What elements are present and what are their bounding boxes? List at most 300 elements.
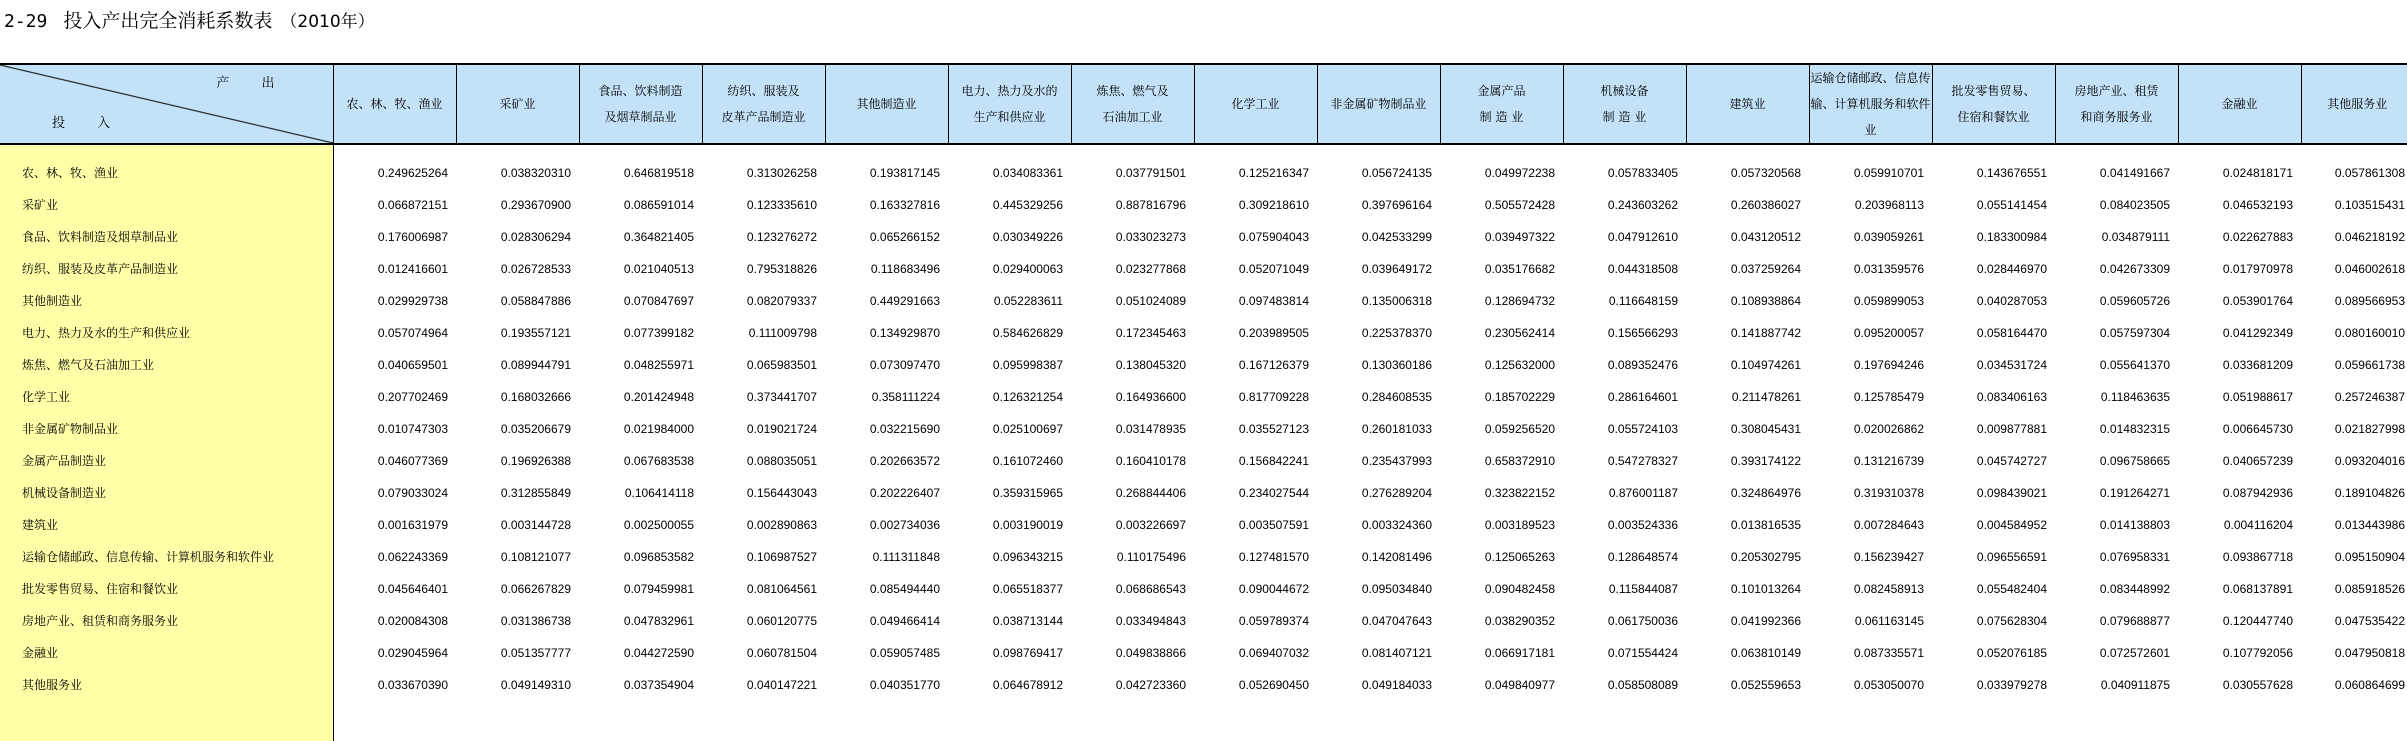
value-cell: 0.095034840 <box>1361 582 1432 596</box>
row-header: 批发零售贸易、住宿和餐饮业 <box>0 573 333 605</box>
value-cell: 0.028446970 <box>1976 262 2047 276</box>
value-cell: 0.203989505 <box>1238 326 1309 340</box>
value-cell: 0.057074964 <box>377 326 448 340</box>
value-cell: 0.038320310 <box>500 166 571 180</box>
value-cell: 0.033023273 <box>1115 230 1186 244</box>
value-cell: 0.101013264 <box>1730 582 1801 596</box>
value-cell: 0.059789374 <box>1238 614 1309 628</box>
table-row <box>0 477 2407 509</box>
value-cell: 0.039059261 <box>1853 230 1924 244</box>
value-cell: 0.061750036 <box>1607 614 1678 628</box>
value-cell: 0.021827998 <box>2334 422 2405 436</box>
value-cell: 0.020084308 <box>377 614 448 628</box>
value-cell: 0.001631979 <box>377 518 448 532</box>
value-cell: 0.085494440 <box>869 582 940 596</box>
column-header-line: 金融业 <box>2221 97 2258 111</box>
row-header: 运输仓储邮政、信息传输、计算机服务和软件业 <box>0 541 333 573</box>
value-cell: 0.083448992 <box>2099 582 2170 596</box>
value-cell: 0.057861308 <box>2334 166 2405 180</box>
value-cell: 0.029929738 <box>377 294 448 308</box>
value-cell: 0.037259264 <box>1730 262 1801 276</box>
value-cell: 0.042533299 <box>1361 230 1432 244</box>
value-cell: 0.014138803 <box>2099 518 2170 532</box>
value-cell: 0.312855849 <box>500 486 571 500</box>
value-cell: 0.034531724 <box>1976 358 2047 372</box>
value-cell: 0.324864976 <box>1730 486 1801 500</box>
value-cell: 0.010747303 <box>377 422 448 436</box>
value-cell: 0.313026258 <box>746 166 817 180</box>
column-header <box>2301 65 2407 144</box>
value-cell: 0.156443043 <box>746 486 817 500</box>
value-cell: 0.082079337 <box>746 294 817 308</box>
value-cell: 0.066872151 <box>377 198 448 212</box>
value-cell: 0.055141454 <box>1976 198 2047 212</box>
column-header <box>333 65 456 144</box>
value-cell: 0.359315965 <box>992 486 1063 500</box>
row-header: 其他制造业 <box>0 285 333 317</box>
column-header-line: 房地产业、租赁 <box>2074 84 2159 98</box>
value-cell: 0.276289204 <box>1361 486 1432 500</box>
column-header-line: 化学工业 <box>1231 97 1280 111</box>
value-cell: 0.079688877 <box>2099 614 2170 628</box>
value-cell: 0.191264271 <box>2099 486 2170 500</box>
value-cell: 0.017970978 <box>2222 262 2293 276</box>
value-cell: 0.125216347 <box>1238 166 1309 180</box>
value-cell: 0.056724135 <box>1361 166 1432 180</box>
value-cell: 0.052076185 <box>1976 646 2047 660</box>
value-cell: 0.031478935 <box>1115 422 1186 436</box>
column-header <box>1317 65 1440 144</box>
value-cell: 0.234027544 <box>1238 486 1309 500</box>
value-cell: 0.075904043 <box>1238 230 1309 244</box>
row-header: 电力、热力及水的生产和供应业 <box>0 317 333 349</box>
value-cell: 0.004584952 <box>1976 518 2047 532</box>
value-cell: 0.046002618 <box>2334 262 2405 276</box>
value-cell: 0.183300984 <box>1976 230 2047 244</box>
value-cell: 0.045646401 <box>377 582 448 596</box>
value-cell: 0.028306294 <box>500 230 571 244</box>
column-header-line: 制 造 业 <box>1602 110 1647 124</box>
value-cell: 0.043120512 <box>1730 230 1801 244</box>
value-cell: 0.047950818 <box>2334 646 2405 660</box>
value-cell: 0.131216739 <box>1853 454 1924 468</box>
value-cell: 0.019021724 <box>746 422 817 436</box>
value-cell: 0.007284643 <box>1853 518 1924 532</box>
value-cell: 0.065266152 <box>869 230 940 244</box>
value-cell: 0.364821405 <box>623 230 694 244</box>
value-cell: 0.107792056 <box>2222 646 2293 660</box>
value-cell: 0.156239427 <box>1853 550 1924 564</box>
filler-row <box>0 701 2407 741</box>
value-cell: 0.061163145 <box>1854 614 1924 628</box>
column-header-line: 机械设备 <box>1600 84 1649 98</box>
value-cell: 0.168032666 <box>500 390 571 404</box>
value-cell: 0.096853582 <box>623 550 694 564</box>
value-cell: 0.202663572 <box>869 454 940 468</box>
column-header-line: 食品、饮料制造 <box>598 84 683 98</box>
value-cell: 0.128694732 <box>1484 294 1555 308</box>
value-cell: 0.108121077 <box>500 550 571 564</box>
value-cell: 0.093204016 <box>2334 454 2405 468</box>
row-header: 机械设备制造业 <box>0 477 333 509</box>
column-header <box>1440 65 1563 144</box>
value-cell: 0.197694246 <box>1853 358 1924 372</box>
value-cell: 0.205302795 <box>1730 550 1801 564</box>
row-header: 金属产品制造业 <box>0 445 333 477</box>
value-cell: 0.051988617 <box>2222 390 2293 404</box>
coefficient-table <box>0 65 2407 741</box>
value-cell: 0.049149310 <box>500 678 571 692</box>
table-row <box>0 509 2407 541</box>
value-cell: 0.103515431 <box>2334 198 2405 212</box>
value-cell: 0.095150904 <box>2334 550 2405 564</box>
column-header-line: 纺织、服装及 <box>727 84 800 98</box>
column-header-line: 石油加工业 <box>1102 110 1163 124</box>
value-cell: 0.309218610 <box>1238 198 1309 212</box>
value-cell: 0.049838866 <box>1115 646 1186 660</box>
value-cell: 0.035176682 <box>1484 262 1555 276</box>
value-cell: 0.065518377 <box>992 582 1063 596</box>
value-cell: 0.286164601 <box>1607 390 1678 404</box>
value-cell: 0.035206679 <box>500 422 571 436</box>
value-cell: 0.087335571 <box>1853 646 1924 660</box>
value-cell: 0.358111224 <box>871 390 940 404</box>
value-cell: 0.002890863 <box>746 518 817 532</box>
value-cell: 0.058847886 <box>500 294 571 308</box>
value-cell: 0.111009798 <box>748 326 817 340</box>
column-header <box>1563 65 1686 144</box>
value-cell: 0.093867718 <box>2222 550 2293 564</box>
value-cell: 0.051357777 <box>500 646 571 660</box>
value-cell: 0.106987527 <box>746 550 817 564</box>
table-row <box>0 573 2407 605</box>
value-cell: 0.055724103 <box>1607 422 1678 436</box>
value-cell: 0.026728533 <box>500 262 571 276</box>
value-cell: 0.125632000 <box>1484 358 1555 372</box>
row-header: 炼焦、燃气及石油加工业 <box>0 349 333 381</box>
column-header-line: 生产和供应业 <box>973 110 1046 124</box>
value-cell: 0.089944791 <box>500 358 571 372</box>
value-cell: 0.243603262 <box>1607 198 1678 212</box>
table-row <box>0 221 2407 253</box>
table-row <box>0 669 2407 701</box>
value-cell: 0.090044672 <box>1238 582 1309 596</box>
value-cell: 0.876001187 <box>1608 486 1678 500</box>
value-cell: 0.125785479 <box>1853 390 1924 404</box>
value-cell: 0.067683538 <box>623 454 694 468</box>
column-header-line: 批发零售贸易、 <box>1951 84 2036 98</box>
value-cell: 0.059910701 <box>1853 166 1924 180</box>
input-label: 投 入 <box>52 116 125 131</box>
column-header <box>2178 65 2301 144</box>
column-header-line: 和商务服务业 <box>2080 110 2153 124</box>
value-cell: 0.087942936 <box>2222 486 2293 500</box>
value-cell: 0.096343215 <box>992 550 1063 564</box>
value-cell: 0.003507591 <box>1238 518 1309 532</box>
value-cell: 0.079033024 <box>377 486 448 500</box>
value-cell: 0.081064561 <box>746 582 817 596</box>
value-cell: 0.090482458 <box>1484 582 1555 596</box>
column-header <box>1809 65 1932 144</box>
value-cell: 0.193557121 <box>500 326 571 340</box>
value-cell: 0.003324360 <box>1361 518 1432 532</box>
column-header-line: 非金属矿物制品业 <box>1330 97 1427 111</box>
value-cell: 0.393174122 <box>1730 454 1801 468</box>
value-cell: 0.032215690 <box>869 422 940 436</box>
table-row <box>0 317 2407 349</box>
row-header: 金融业 <box>0 637 333 669</box>
value-cell: 0.045742727 <box>1976 454 2047 468</box>
value-cell: 0.033979278 <box>1976 678 2047 692</box>
value-cell: 0.041491667 <box>2099 166 2170 180</box>
table-row <box>0 541 2407 573</box>
value-cell: 0.048255971 <box>623 358 694 372</box>
value-cell: 0.096758665 <box>2099 454 2170 468</box>
value-cell: 0.257246387 <box>2334 390 2405 404</box>
value-cell: 0.053901764 <box>2222 294 2293 308</box>
value-cell: 0.118683496 <box>870 262 940 276</box>
value-cell: 0.060864699 <box>2334 678 2405 692</box>
value-cell: 0.143676551 <box>1976 166 2047 180</box>
value-cell: 0.084023505 <box>2099 198 2170 212</box>
value-cell: 0.176006987 <box>377 230 448 244</box>
value-cell: 0.038290352 <box>1484 614 1555 628</box>
value-cell: 0.505572428 <box>1484 198 1555 212</box>
page-title <box>4 6 375 33</box>
value-cell: 0.887816796 <box>1115 198 1186 212</box>
table-body <box>0 144 2407 741</box>
value-cell: 0.062243369 <box>377 550 448 564</box>
value-cell: 0.059605726 <box>2099 294 2170 308</box>
value-cell: 0.202226407 <box>869 486 940 500</box>
value-cell: 0.397696164 <box>1361 198 1432 212</box>
value-cell: 0.167126379 <box>1238 358 1309 372</box>
value-cell: 0.086591014 <box>623 198 694 212</box>
value-cell: 0.189104826 <box>2334 486 2405 500</box>
value-cell: 0.058508089 <box>1607 678 1678 692</box>
value-cell: 0.030349226 <box>992 230 1063 244</box>
value-cell: 0.071554424 <box>1607 646 1678 660</box>
value-cell: 0.172345463 <box>1115 326 1186 340</box>
value-cell: 0.068686543 <box>1115 582 1186 596</box>
value-cell: 0.082458913 <box>1853 582 1924 596</box>
value-cell: 0.040911875 <box>2100 678 2170 692</box>
value-cell: 0.203968113 <box>1854 198 1924 212</box>
column-header-line: 其他服务业 <box>2327 97 2388 111</box>
value-cell: 0.185702229 <box>1484 390 1555 404</box>
row-header: 纺织、服装及皮革产品制造业 <box>0 253 333 285</box>
column-header-line: 其他制造业 <box>856 97 917 111</box>
value-cell: 0.115844087 <box>1608 582 1678 596</box>
value-cell: 0.055482404 <box>1976 582 2047 596</box>
value-cell: 0.795318826 <box>746 262 817 276</box>
value-cell: 0.038713144 <box>992 614 1063 628</box>
value-cell: 0.031359576 <box>1853 262 1924 276</box>
value-cell: 0.035527123 <box>1238 422 1309 436</box>
value-cell: 0.260181033 <box>1361 422 1432 436</box>
value-cell: 0.138045320 <box>1115 358 1186 372</box>
value-cell: 0.049184033 <box>1361 678 1432 692</box>
value-cell: 0.088035051 <box>746 454 817 468</box>
column-header-line: 制 造 业 <box>1479 110 1524 124</box>
value-cell: 0.073097470 <box>869 358 940 372</box>
row-header: 非金属矿物制品业 <box>0 413 333 445</box>
column-header <box>948 65 1071 144</box>
value-cell: 0.077399182 <box>623 326 694 340</box>
column-header <box>2055 65 2178 144</box>
value-cell: 0.059661738 <box>2334 358 2405 372</box>
row-header: 房地产业、租赁和商务服务业 <box>0 605 333 637</box>
value-cell: 0.040657239 <box>2222 454 2293 468</box>
value-cell: 0.127481570 <box>1238 550 1309 564</box>
value-cell: 0.161072460 <box>992 454 1063 468</box>
column-header-line: 采矿业 <box>499 97 536 111</box>
value-cell: 0.037791501 <box>1115 166 1186 180</box>
value-cell: 0.110175496 <box>1116 550 1186 564</box>
spacer-row <box>0 144 2407 157</box>
value-cell: 0.373441707 <box>746 390 817 404</box>
value-cell: 0.021040513 <box>623 262 694 276</box>
value-cell: 0.003524336 <box>1607 518 1678 532</box>
column-header-line: 电力、热力及水的 <box>961 84 1058 98</box>
value-cell: 0.006645730 <box>2222 422 2293 436</box>
row-header: 建筑业 <box>0 509 333 541</box>
value-cell: 0.646819518 <box>623 166 694 180</box>
value-cell: 0.142081496 <box>1361 550 1432 564</box>
table-row <box>0 381 2407 413</box>
value-cell: 0.031386738 <box>500 614 571 628</box>
column-header-line: 炼焦、燃气及 <box>1096 84 1169 98</box>
value-cell: 0.658372910 <box>1484 454 1555 468</box>
value-cell: 0.029400063 <box>992 262 1063 276</box>
value-cell: 0.284608535 <box>1361 390 1432 404</box>
value-cell: 0.260386027 <box>1730 198 1801 212</box>
value-cell: 0.089566953 <box>2334 294 2405 308</box>
value-cell: 0.125065263 <box>1484 550 1555 564</box>
header-row <box>0 65 2407 144</box>
value-cell: 0.003189523 <box>1484 518 1555 532</box>
value-cell: 0.123335610 <box>746 198 817 212</box>
column-header-line: 输、计算机服务和软件业 <box>1810 97 1931 137</box>
value-cell: 0.049840977 <box>1484 678 1555 692</box>
column-header <box>579 65 702 144</box>
value-cell: 0.072572601 <box>2099 646 2170 660</box>
value-cell: 0.034083361 <box>992 166 1063 180</box>
value-cell: 0.095998387 <box>992 358 1063 372</box>
column-header <box>456 65 579 144</box>
value-cell: 0.052559653 <box>1730 678 1801 692</box>
value-cell: 0.547278327 <box>1607 454 1678 468</box>
row-header: 食品、饮料制造及烟草制品业 <box>0 221 333 253</box>
column-header <box>1194 65 1317 144</box>
value-cell: 0.134929870 <box>869 326 940 340</box>
value-cell: 0.052690450 <box>1238 678 1309 692</box>
value-cell: 0.156566293 <box>1607 326 1678 340</box>
table-number: 2-29 <box>4 11 48 32</box>
value-cell: 0.449291663 <box>869 294 940 308</box>
value-cell: 0.123276272 <box>746 230 817 244</box>
value-cell: 0.323822152 <box>1484 486 1555 500</box>
value-cell: 0.033670390 <box>377 678 448 692</box>
column-header-line: 农、林、牧、渔业 <box>346 97 443 111</box>
row-header: 化学工业 <box>0 381 333 413</box>
value-cell: 0.042673309 <box>2099 262 2170 276</box>
value-cell: 0.070847697 <box>623 294 694 308</box>
value-cell: 0.079459981 <box>623 582 694 596</box>
value-cell: 0.023277868 <box>1115 262 1186 276</box>
value-cell: 0.319310378 <box>1853 486 1924 500</box>
value-cell: 0.041292349 <box>2222 326 2293 340</box>
value-cell: 0.106414118 <box>624 486 694 500</box>
table-row <box>0 445 2407 477</box>
column-header-line: 运输仓储邮政、信息传 <box>1810 71 1931 85</box>
value-cell: 0.063810149 <box>1730 646 1801 660</box>
value-cell: 0.201424948 <box>623 390 694 404</box>
value-cell: 0.249625264 <box>377 166 448 180</box>
value-cell: 0.268844406 <box>1115 486 1186 500</box>
column-header-line: 金属产品 <box>1477 84 1526 98</box>
value-cell: 0.002734036 <box>869 518 940 532</box>
value-cell: 0.135006318 <box>1361 294 1432 308</box>
value-cell: 0.130360186 <box>1361 358 1432 372</box>
value-cell: 0.037354904 <box>623 678 694 692</box>
table-row <box>0 413 2407 445</box>
value-cell: 0.085918526 <box>2334 582 2405 596</box>
value-cell: 0.047047643 <box>1361 614 1432 628</box>
value-cell: 0.024818171 <box>2222 166 2293 180</box>
value-cell: 0.046218192 <box>2334 230 2405 244</box>
row-header: 采矿业 <box>0 189 333 221</box>
value-cell: 0.207702469 <box>377 390 448 404</box>
value-cell: 0.044318508 <box>1607 262 1678 276</box>
value-cell: 0.047535422 <box>2334 614 2405 628</box>
value-cell: 0.052283611 <box>993 294 1063 308</box>
value-cell: 0.126321254 <box>992 390 1063 404</box>
value-cell: 0.030557628 <box>2222 678 2293 692</box>
row-header: 其他服务业 <box>0 669 333 701</box>
value-cell: 0.058164470 <box>1976 326 2047 340</box>
table-title-text: 投入产出完全消耗系数表 <box>63 10 273 32</box>
value-cell: 0.445329256 <box>992 198 1063 212</box>
value-cell: 0.196926388 <box>500 454 571 468</box>
value-cell: 0.046077369 <box>377 454 448 468</box>
value-cell: 0.066267829 <box>500 582 571 596</box>
column-header <box>1932 65 2055 144</box>
output-label: 产 出 <box>216 76 289 91</box>
value-cell: 0.049972238 <box>1484 166 1555 180</box>
value-cell: 0.097483814 <box>1238 294 1309 308</box>
value-cell: 0.164936600 <box>1115 390 1186 404</box>
value-cell: 0.065983501 <box>746 358 817 372</box>
value-cell: 0.160410178 <box>1115 454 1186 468</box>
value-cell: 0.039649172 <box>1361 262 1432 276</box>
value-cell: 0.128648574 <box>1607 550 1678 564</box>
value-cell: 0.060120775 <box>746 614 817 628</box>
value-cell: 0.116648159 <box>1608 294 1678 308</box>
value-cell: 0.817709228 <box>1238 390 1309 404</box>
value-cell: 0.014832315 <box>2099 422 2170 436</box>
value-cell: 0.081407121 <box>1361 646 1432 660</box>
value-cell: 0.049466414 <box>869 614 940 628</box>
value-cell: 0.039497322 <box>1484 230 1555 244</box>
value-cell: 0.003144728 <box>500 518 571 532</box>
value-cell: 0.066917181 <box>1484 646 1555 660</box>
value-cell: 0.308045431 <box>1730 422 1801 436</box>
value-cell: 0.059057485 <box>869 646 940 660</box>
value-cell: 0.141887742 <box>1730 326 1801 340</box>
value-cell: 0.096556591 <box>1976 550 2047 564</box>
value-cell: 0.156842241 <box>1238 454 1309 468</box>
